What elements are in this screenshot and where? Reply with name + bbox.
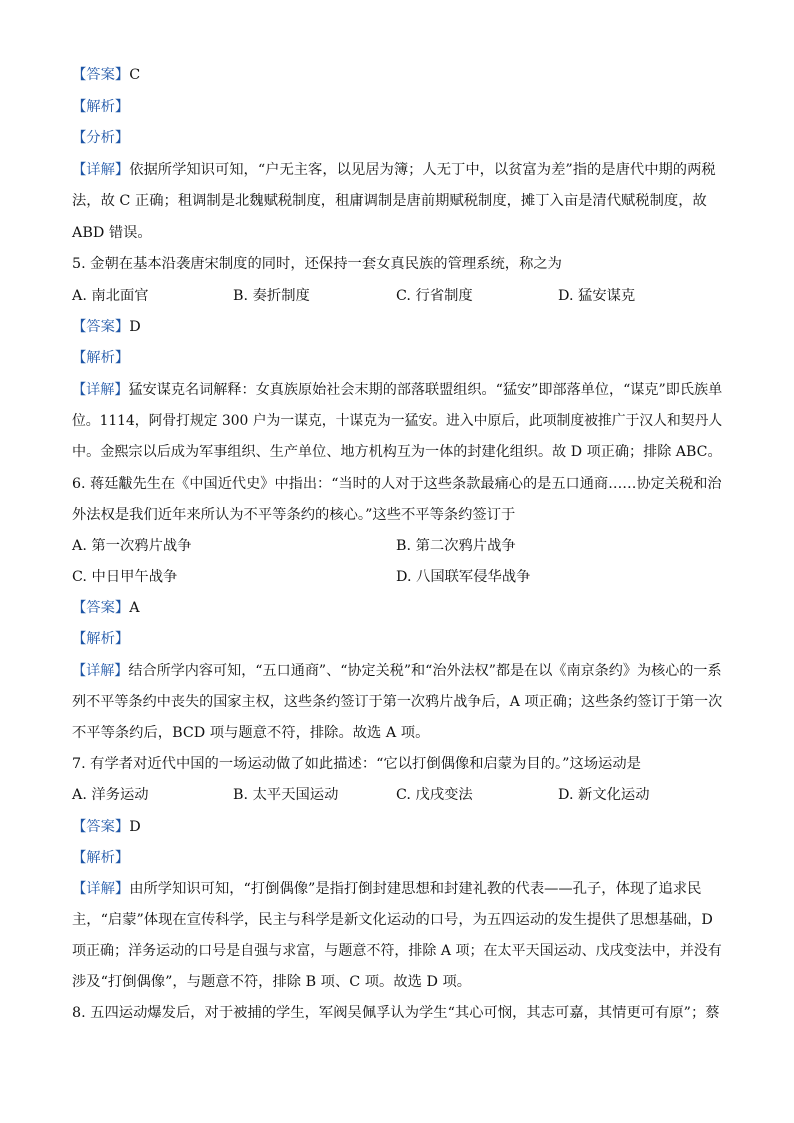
q7-detail-line-1 bbox=[72, 880, 701, 898]
q7-detail-line-4: 涉及“打倒偶像”，与题意不符，排除 B 项、C 项。故选 D 项。 bbox=[72, 974, 472, 990]
detail-tag: 【详解】 bbox=[72, 663, 129, 679]
q5-detail-line-2: 位。1114，阿骨打规定 300 户为一谋克，十谋克为一猛安。进入中原后，此项制度被推广于汉人和契丹人 bbox=[72, 413, 723, 429]
detail-tag: 【详解】 bbox=[72, 382, 129, 398]
q6-jiexi-tag: 【解析】 bbox=[72, 631, 130, 647]
detail-text: 猛安谋克名词解释：女真族原始社会末期的部落联盟组织。“猛安”即部落单位，“谋克”即氏族单 bbox=[128, 382, 723, 398]
q6-option-c: C. 中日甲午战争 bbox=[72, 569, 178, 585]
q4-detail-line-1 bbox=[72, 161, 716, 179]
q7-detail-line-3: 项正确；洋务运动的口号是自强与求富，与题意不符，排除 A 项；在太平天国运动、戊戌变法中，并没有 bbox=[72, 943, 722, 959]
q5-option-b: B. 奏折制度 bbox=[233, 288, 310, 304]
q7-option-b: B. 太平天国运动 bbox=[233, 787, 339, 803]
q4-fenxi-tag: 【分析】 bbox=[72, 130, 130, 146]
q4-jiexi-tag: 【解析】 bbox=[72, 99, 130, 115]
q7-option-c: C. 戊戌变法 bbox=[396, 787, 473, 803]
detail-text: 依据所学知识可知，“户无主客，以见居为簿；人无丁中，以贫富为差”指的是唐代中期的两税 bbox=[129, 162, 716, 178]
q6-detail-line-1 bbox=[72, 662, 722, 680]
q4-answer bbox=[72, 66, 140, 84]
q8-stem: 8. 五四运动爆发后，对于被捕的学生，军阀吴佩孚认为学生“其心可悯，其志可嘉，其情更可有原”；蔡 bbox=[72, 1005, 720, 1021]
q6-option-a: A. 第一次鸦片战争 bbox=[72, 538, 192, 554]
answer-tag: 【答案】 bbox=[72, 67, 130, 83]
q5-option-c: C. 行省制度 bbox=[396, 288, 473, 304]
detail-tag: 【详解】 bbox=[72, 162, 130, 178]
q6-detail-line-2: 列不平等条约中丧失的国家主权，这些条约签订于第一次鸦片战争后，A 项正确；这些条约签订于第一次 bbox=[72, 694, 723, 710]
q7-option-d: D. 新文化运动 bbox=[558, 787, 650, 803]
q6-answer bbox=[72, 599, 140, 617]
answer-value: C bbox=[129, 67, 141, 83]
answer-value: A bbox=[129, 600, 140, 616]
q5-stem: 5. 金朝在基本沿袭唐宋制度的同时，还保持一套女真民族的管理系统，称之为 bbox=[72, 256, 562, 272]
q7-detail-line-2: 主，“启蒙”体现在宣传科学，民主与科学是新文化运动的口号，为五四运动的发生提供了思想基础，D bbox=[72, 912, 713, 928]
q6-detail-line-3: 不平等条约后，BCD 项与题意不符，排除。故选 A 项。 bbox=[72, 725, 430, 741]
q7-jiexi-tag: 【解析】 bbox=[72, 850, 130, 866]
q5-answer bbox=[72, 318, 141, 336]
answer-tag: 【答案】 bbox=[72, 600, 130, 616]
answer-value: D bbox=[129, 319, 141, 335]
q5-detail-line-1 bbox=[72, 381, 722, 399]
q5-jiexi-tag: 【解析】 bbox=[72, 350, 130, 366]
detail-text: 结合所学内容可知，“五口通商”、“协定关税”和“治外法权”都是在以《南京条约》为核心的一系 bbox=[128, 663, 722, 679]
answer-tag: 【答案】 bbox=[72, 319, 130, 335]
q6-option-d: D. 八国联军侵华战争 bbox=[396, 569, 531, 585]
q6-option-b: B. 第二次鸦片战争 bbox=[396, 538, 516, 554]
q7-stem: 7. 有学者对近代中国的一场运动做了如此描述：“它以打倒偶像和启蒙为目的。”这场运动是 bbox=[72, 756, 641, 772]
answer-tag: 【答案】 bbox=[72, 819, 130, 835]
q5-option-a: A. 南北面官 bbox=[72, 288, 149, 304]
q4-detail-line-3: ABD 错误。 bbox=[72, 225, 152, 241]
q6-stem-line-1: 6. 蒋廷黻先生在《中国近代史》中指出：“当时的人对于这些条款最痛心的是五口通商……协定关税和治 bbox=[72, 476, 722, 492]
q5-detail-line-3: 中。金熙宗以后成为军事组织、生产单位、地方机构互为一体的封建化组织。故 D 项正确；排除 ABC。 bbox=[72, 444, 722, 460]
q6-stem-line-2: 外法权是我们近年来所认为不平等条约的核心。”这些不平等条约签订于 bbox=[72, 507, 516, 523]
q7-option-a: A. 洋务运动 bbox=[72, 787, 149, 803]
q4-detail-line-2: 法，故 C 正确；租调制是北魏赋税制度，租庸调制是唐前期赋税制度，摊丁入亩是清代赋税制度，故 bbox=[72, 193, 707, 209]
q5-option-d: D. 猛安谋克 bbox=[558, 288, 636, 304]
answer-value: D bbox=[129, 819, 141, 835]
detail-text: 由所学知识可知，“打倒偶像”是指打倒封建思想和封建礼教的代表——孔子，体现了追求民 bbox=[129, 881, 702, 897]
q7-answer bbox=[72, 818, 141, 836]
detail-tag: 【详解】 bbox=[72, 881, 130, 897]
